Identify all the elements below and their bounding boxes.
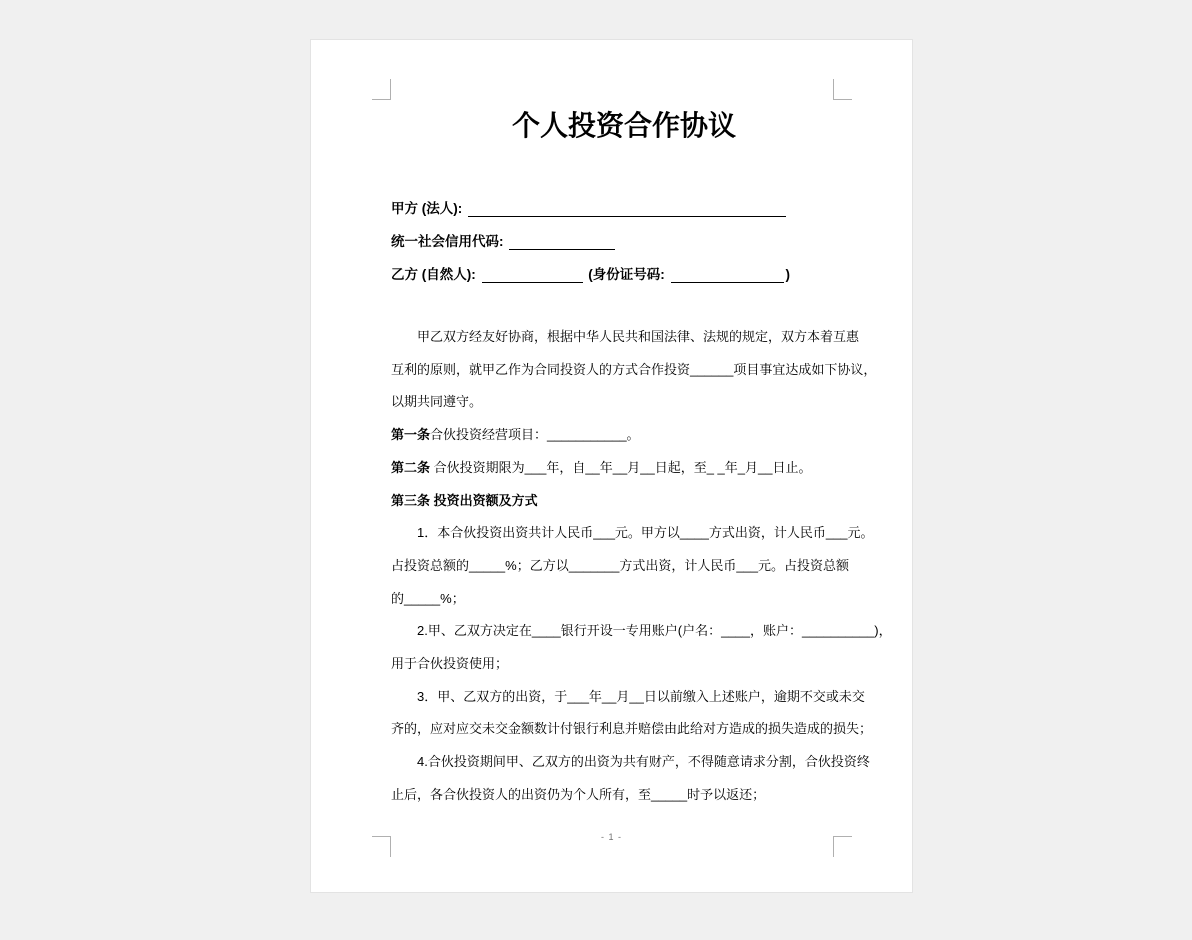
- body-line: 1．本合伙投资出资共计人民币___元。甲方以____方式出资，计人民币___元。: [417, 525, 874, 541]
- document-title: 个人投资合作协议: [511, 110, 736, 141]
- body-line: 用于合伙投资使用；: [391, 656, 509, 672]
- uscc-blank-field: [509, 235, 615, 250]
- crop-mark-top-left: [372, 79, 391, 100]
- body-line: 止后，各合伙投资人的出资仍为个人所有，至_____时予以返还；: [391, 786, 766, 802]
- party-b-blank-field: [482, 268, 583, 283]
- body-line-article-3: 第三条 投资出资额及方式: [391, 492, 538, 508]
- body-text: [391, 321, 892, 812]
- page-number: - 1 -: [600, 832, 622, 842]
- body-line: 4.合伙投资期间甲、乙双方的出资为共有财产，不得随意请求分割，合伙投资终: [417, 754, 870, 770]
- document-page: [310, 39, 913, 893]
- party-b-close-paren: ): [785, 267, 790, 282]
- body-line: 以期共同遵守。: [391, 394, 483, 410]
- party-b-line: [391, 258, 857, 291]
- body-line: 齐的，应对应交未交金额数计付银行利息并赔偿由此给对方造成的损失造成的损失；: [391, 721, 873, 737]
- body-line-article-2: 第二条 合伙投资期限为___年，自__年__月__日起，至_ _年_月__日止。: [391, 459, 812, 475]
- text-area: [391, 40, 892, 892]
- body-line: 2.甲、乙双方决定在____银行开设一专用账户(户名：____，账户：__________)，: [417, 623, 892, 639]
- party-a-line: [391, 192, 857, 225]
- party-b-id-blank-field: [671, 268, 784, 283]
- party-a-label: 甲方 (法人):: [391, 201, 466, 216]
- body-line: 的_____%；: [391, 590, 465, 606]
- body-line: 甲乙双方经友好协商，根据中华人民共和国法律、法规的规定，双方本着互惠: [417, 329, 860, 344]
- body-line-article-1: 第一条合伙投资经营项目：___________。: [391, 427, 640, 443]
- body-line: 互利的原则，就甲乙作为合同投资人的方式合作投资______项目事宜达成如下协议，: [391, 361, 877, 377]
- body-line: 占投资总额的_____%；乙方以_______方式出资，计人民币___元。占投资总额: [391, 557, 850, 573]
- uscc-label: 统一社会信用代码:: [391, 234, 508, 249]
- party-a-blank-field: [468, 202, 786, 217]
- parties-block: [391, 192, 857, 291]
- party-b-label: 乙方 (自然人):: [391, 267, 480, 282]
- uscc-line: [391, 225, 857, 258]
- body-line: 3．甲、乙双方的出资，于___年__月__日以前缴入上述账户，逾期不交或未交: [417, 688, 865, 704]
- party-b-id-label: (身份证号码:: [584, 267, 669, 282]
